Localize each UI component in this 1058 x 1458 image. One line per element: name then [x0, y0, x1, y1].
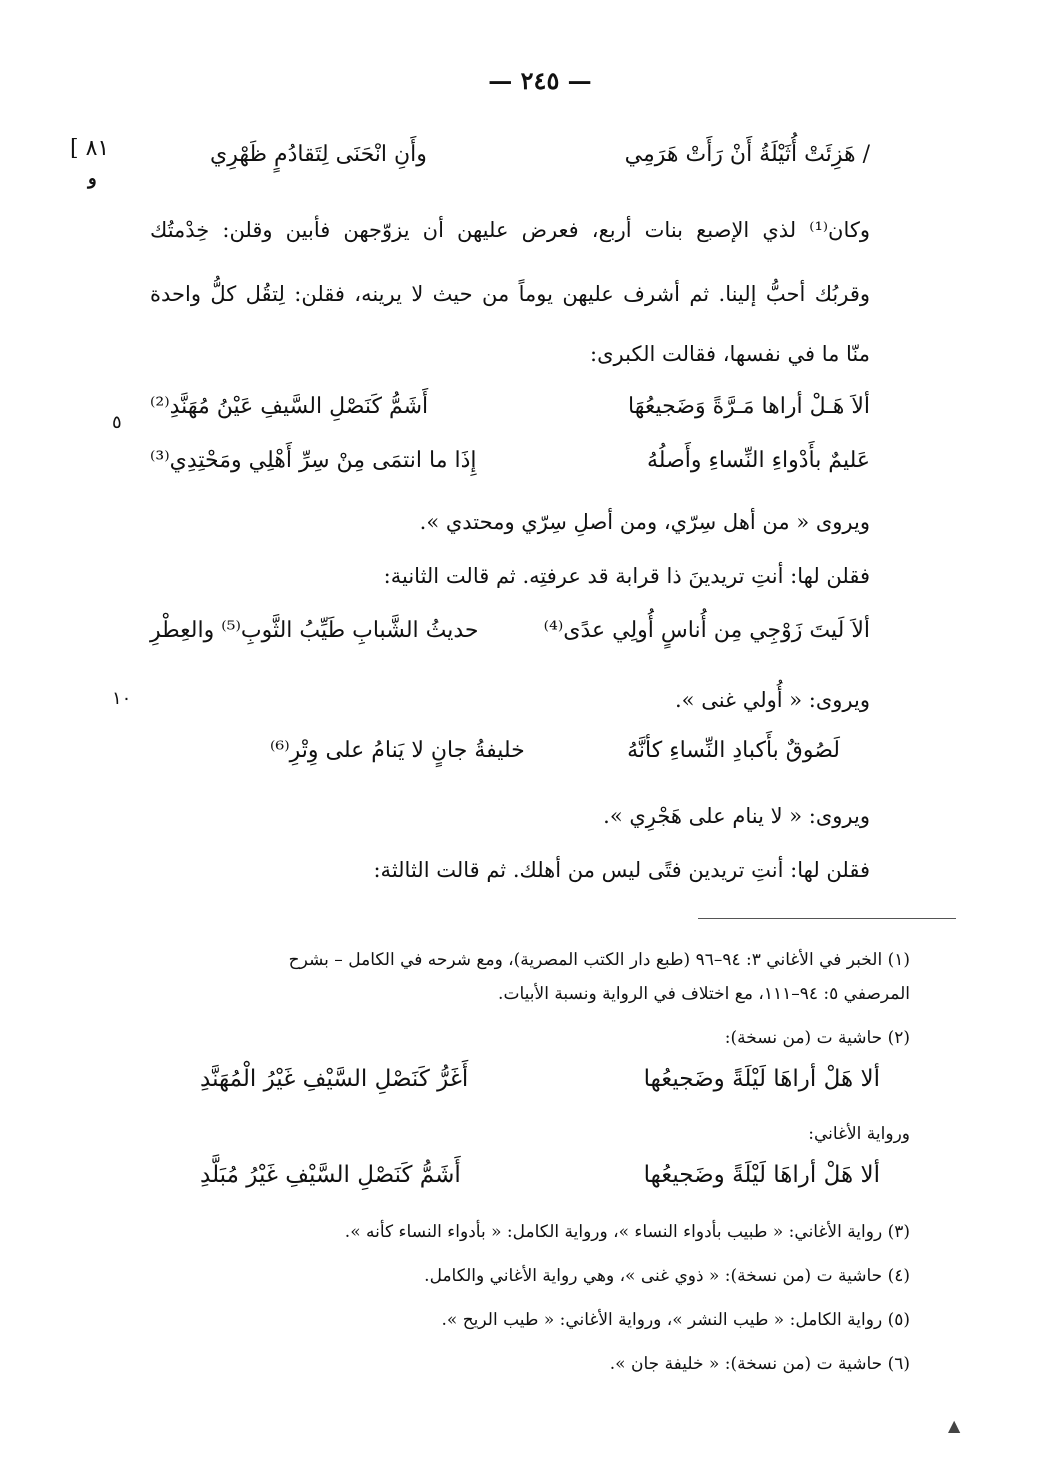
- prose-line: وكان⁽¹⁾ لذي الإصبع بنات أربع، فعرض عليهن أن يزوّجهن فأبين وقلن: خِدْمتُك: [150, 218, 870, 242]
- verse-second-hemistich: خليفةُ جانٍ لا يَنامُ على وِتْرِ⁽⁶⁾: [270, 738, 525, 763]
- scan-mark: ▲: [948, 1416, 961, 1435]
- prose-line: فقلن لها: أنتِ تريدين فتًى ليس من أهلك. ثم قالت الثالثة:: [373, 858, 870, 882]
- line-number-10: ١٠: [112, 688, 132, 709]
- verse-line: [150, 142, 870, 176]
- footnote-1-line-2: المرصفي ٥: ٩٤–١١١، مع اختلاف في الرواية ونسبة الأبيات.: [498, 984, 910, 1004]
- verse-line: [150, 618, 870, 652]
- footnote-1-line-1: (١) الخبر في الأغاني ٣: ٩٤–٩٦ (طبع دار الكتب المصرية)، ومع شرحه في الكامل – بشرح: [288, 950, 910, 970]
- manuscript-leaf-reference: [ ٨١: [70, 136, 110, 161]
- line-number-5: ٥: [112, 412, 122, 433]
- verse-second-hemistich: أَشَمُّ كَنَصْلِ السَّيفِ عَيْنُ مُهَنَّدِ⁽²⁾: [150, 394, 429, 419]
- verse-second-hemistich: حديثُ الشَّبابِ طَيِّبُ الثَّوبِ⁽⁵⁾ والعِطْرِ: [150, 618, 479, 643]
- manuscript-leaf-side: و: [88, 168, 97, 189]
- verse-second-hemistich: أَغَرُّ كَنَصْلِ السَّيْفِ غَيْرُ الْمُهَنَّدِ: [200, 1066, 469, 1092]
- verse-first-hemistich: ألا هَلْ أراهَا لَيْلَةً وضَجيعُها: [643, 1162, 880, 1188]
- footnote-4: (٤) حاشية ت (من نسخة): « ذوي غنى »، وهي رواية الأغاني والكامل.: [424, 1266, 910, 1286]
- prose-line: فقلن لها: أنتِ تريدينَ ذا قرابة قد عرفتِه. ثم قالت الثانية:: [383, 564, 870, 588]
- verse-line: [270, 738, 840, 772]
- footnote-separator: [698, 918, 956, 919]
- footnote-verse: [200, 1066, 880, 1102]
- prose-line: وقربُك أحبُّ إلينا. ثم أشرف عليهن يوماً من حيث لا يرينه، فقلن: لِتقُل كلُّ واحدة: [150, 282, 870, 306]
- verse-second-hemistich: وأَنِ انْحَنَى لِتَقادُمٍ ظَهْرِي: [210, 142, 427, 167]
- verse-first-hemistich: ألا هَلْ أراهَا لَيْلَةً وضَجيعُها: [643, 1066, 880, 1092]
- verse-line: [150, 394, 870, 428]
- riwaya-note: ويروى « من أهل سِرّي، ومن أصلِ سِرّي ومحتدي ».: [419, 510, 870, 534]
- verse-second-hemistich: أَشَمُّ كَنَصْلِ السَّيْفِ غَيْرُ مُبَلَّدِ: [200, 1162, 461, 1188]
- riwaya-note: ويروى: « لا ينام على هَجْرِي ».: [603, 804, 870, 828]
- riwaya-note: ويروى: « أُولي غنى ».: [675, 688, 870, 712]
- footnote-2-heading: (٢) حاشية ت (من نسخة):: [724, 1028, 910, 1048]
- verse-first-hemistich: لَصُوقٌ بأَكبادِ النِّساءِ كأنَّهُ: [627, 738, 840, 763]
- prose-line: منّا ما في نفسها، فقالت الكبرى:: [590, 342, 870, 366]
- footnote-verse: [200, 1162, 880, 1198]
- footnote-3: (٣) رواية الأغاني: « طبيب بأدواء النساء »، ورواية الكامل: « بأدواء النساء كأنه ».: [344, 1222, 910, 1242]
- verse-second-hemistich: إِذَا ما انتمَى مِنْ سِرِّ أَهْلِي ومَحْتِدِي⁽³⁾: [150, 448, 477, 473]
- page-number: — ٢٤٥ —: [488, 66, 592, 95]
- verse-first-hemistich: / هَزِئَتْ أُثَيْلَةُ أَنْ رَأَتْ هَرَمِي: [624, 142, 870, 167]
- verse-line: [150, 448, 870, 482]
- footnote-6: (٦) حاشية ت (من نسخة): « خليفة جان ».: [609, 1354, 910, 1374]
- verse-first-hemistich: ألاَ لَيتَ زَوْجِي مِن أُناسٍ أُولِي عدًى⁽⁴⁾: [543, 618, 870, 643]
- footnote-5: (٥) رواية الكامل: « طيب النشر »، ورواية الأغاني: « طيب الريح ».: [441, 1310, 910, 1330]
- footnote-riwaya-heading: ورواية الأغاني:: [808, 1124, 910, 1144]
- verse-first-hemistich: ألاَ هَـلْ أراها مَـرَّةً وَضَجيعُهَا: [628, 394, 870, 419]
- verse-first-hemistich: عَليمٌ بأَدْواءِ النِّساءِ وأَصلُهُ: [647, 448, 870, 473]
